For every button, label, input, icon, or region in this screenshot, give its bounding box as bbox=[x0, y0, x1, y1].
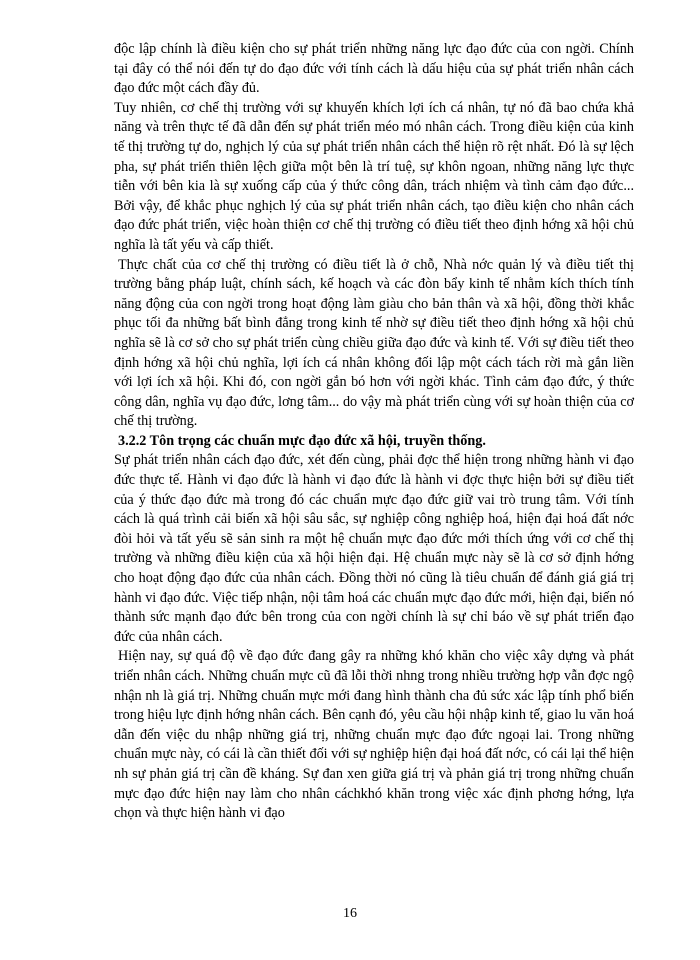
page-body bbox=[114, 40, 634, 824]
paragraph-3: Thực chất của cơ chế thị trường có điều tiết là ở chỗ, Nhà nớc quản lý và điều tiết thị trường bằng pháp luật, chính sách, kế hoạch và các đòn bẩy kinh tế nhằm kích thích tính năng động của con ngời trong hoạt động làm giàu cho bản thân và xã hội, đồng thời khắc phục tối đa những bất bình đẳng trong kinh tế nhờ sự điều tiết theo định hớng xã hội chủ nghĩa sẽ là cơ sở cho sự phát triển cùng chiều giữa đạo đức và kinh tế. Với sự điều tiết theo định hớng xã hội chủ nghĩa, lợi ích cá nhân không đối lập một cách tách rời mà gắn liền với lợi ích xã hội. Khi đó, con ngời gắn bó hơn với ngời khác. Tình cảm đạo đức, ý thức công dân, nghĩa vụ đạo đức, lơng tâm... do vậy mà phát triển cùng với sự hoàn thiện của cơ chế thị trường. bbox=[114, 256, 634, 430]
section-heading: 3.2.2 Tôn trọng các chuẩn mực đạo đức xã hội, truyền thống. bbox=[118, 432, 486, 449]
paragraph-5: Hiện nay, sự quá độ về đạo đức đang gây ra những khó khăn cho việc xây dựng và phát triển nhân cách. Những chuẩn mực cũ đã lỗi thời nhng trong nhiều trường hợp vẫn đợc ngộ nhận nh là giá trị. Những chuẩn mực mới đang hình thành cha đủ sức xác lập tính phổ biến trong hiệu lực định hớng nhân cách. Bên cạnh đó, yêu cầu hội nhập kinh tế, giao lu văn hoá dẫn đến việc du nhập những giá trị, những chuẩn mực đạo đức ngoại lai. Trong những chuẩn mực này, có cái là cần thiết đối với sự nghiệp hiện đại hoá đất nớc, có cái lại thể hiện nh sự phản giá trị cần đề kháng. Sự đan xen giữa giá trị và phản giá trị trong những chuẩn mực đạo đức hiện nay làm cho nhân cáchkhó khăn trong việc xác định phơng hớng, lựa chọn và thực hiện hành vi đạo bbox=[114, 648, 634, 822]
page-number: 16 bbox=[343, 906, 357, 921]
paragraph-2: Tuy nhiên, cơ chế thị trường với sự khuyến khích lợi ích cá nhân, tự nó đã bao chứa khả năng và trên thực tế đã dẫn đến sự phát triển méo mó nhân cách. Trong điều kiện của kinh tế thị trường tự do, nghịch lý của sự phát triển nhân cách thể hiện rõ rệt nhất. Đó là sự lệch pha, sự phát triển thiên lệch giữa một bên là trí tuệ, sự khôn ngoan, những năng lực thực tiễn với bên kia là sự xuống cấp của ý thức công dân, trách nhiệm và tình cảm đạo đức... Bởi vậy, để khắc phục nghịch lý của sự phát triển nhân cách, tạo điều kiện cho nhân cách đạo đức phát triển, việc hoàn thiện cơ chế thị trường có điều tiết theo định hớng xã hội chủ nghĩa là tất yếu và cấp thiết. bbox=[114, 99, 634, 253]
paragraph-1: độc lập chính là điều kiện cho sự phát triển những năng lực đạo đức của con ngời. Chính tại đây có thể nói đến tự do đạo đức với tính cách là dấu hiệu của sự phát triển nhân cách đạo đức một cách đầy đủ. bbox=[114, 41, 634, 97]
paragraph-4: Sự phát triển nhân cách đạo đức, xét đến cùng, phải đợc thể hiện trong những hành vi đạo đức thực tế. Hành vi đạo đức là hành vi đạo đức là hành vi đợc thực hiện bởi sự điều tiết của ý thức đạo đức mà trong đó các chuẩn mực đạo đức giữ vai trò trung tâm. Với tính cách là quá trình cải biến xã hội sâu sắc, sự nghiệp công nghiệp hoá, hiện đại hoá đất nớc đòi hỏi và tất yếu sẽ sản sinh ra một hệ chuẩn mực đạo đức mới thích ứng với cơ chế thị trường và những điều kiện của xã hội hiện đại. Hệ chuẩn mực này sẽ là cơ sở định hớng cho hoạt động đạo đức của nhân cách. Đồng thời nó cũng là tiêu chuẩn để đánh giá giá trị hành vi đạo đức. Việc tiếp nhận, nội tâm hoá các chuẩn mực đạo đức mới, hiện đại, biến nó thành sức mạnh đạo đức bên trong của con ngời chính là sự chỉ báo về sự phát triển đạo đức của nhân cách. bbox=[114, 452, 634, 645]
